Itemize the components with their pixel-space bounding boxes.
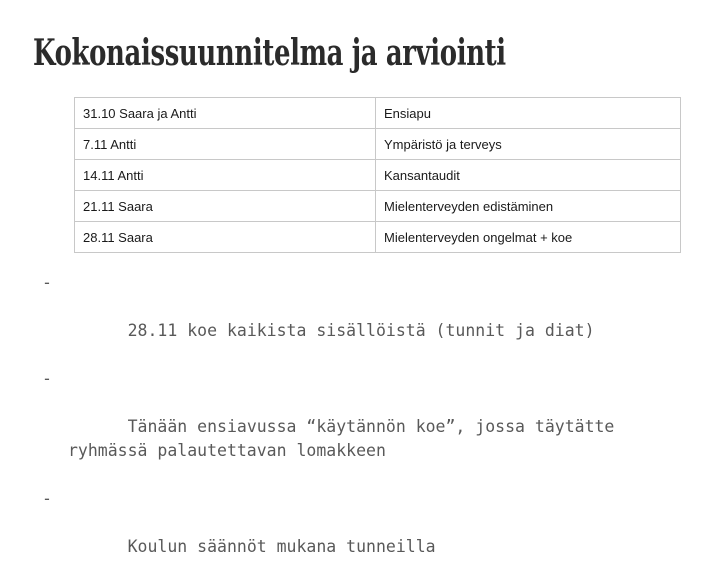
table-row bbox=[75, 129, 681, 160]
table-row bbox=[75, 98, 681, 129]
slide-title: Kokonaissuunnitelma ja arviointi bbox=[33, 32, 506, 74]
table-row bbox=[75, 160, 681, 191]
table-cell-date-teacher: 21.11 Saara bbox=[75, 191, 376, 222]
bullet-item bbox=[42, 367, 682, 487]
bullet-item bbox=[42, 271, 682, 367]
bullet-text: Tänään ensiavussa “käytännön koe”, jossa täytätte ryhmässä palautettavan lomakkeen bbox=[68, 417, 615, 460]
table-cell-date-teacher: 28.11 Saara bbox=[75, 222, 376, 253]
table-cell-date-teacher: 14.11 Antti bbox=[75, 160, 376, 191]
bullet-marker: - bbox=[42, 489, 52, 508]
table-cell-date-teacher: 7.11 Antti bbox=[75, 129, 376, 160]
table-row bbox=[75, 222, 681, 253]
bullet-text: 28.11 koe kaikista sisällöistä (tunnit ja diat) bbox=[127, 321, 595, 340]
table-cell-topic: Ensiapu bbox=[376, 98, 681, 129]
table-row bbox=[75, 191, 681, 222]
bullet-item bbox=[42, 487, 682, 583]
table-cell-topic: Mielenterveyden ongelmat + koe bbox=[376, 222, 681, 253]
table-cell-topic: Ympäristö ja terveys bbox=[376, 129, 681, 160]
table-cell-topic: Mielenterveyden edistäminen bbox=[376, 191, 681, 222]
bullet-marker: - bbox=[42, 369, 52, 388]
bullet-text: Koulun säännöt mukana tunneilla bbox=[127, 537, 436, 556]
schedule-table bbox=[74, 97, 681, 253]
table-cell-topic: Kansantaudit bbox=[376, 160, 681, 191]
bullet-marker: - bbox=[42, 273, 52, 292]
table-cell-date-teacher: 31.10 Saara ja Antti bbox=[75, 98, 376, 129]
bullet-list bbox=[42, 271, 682, 583]
